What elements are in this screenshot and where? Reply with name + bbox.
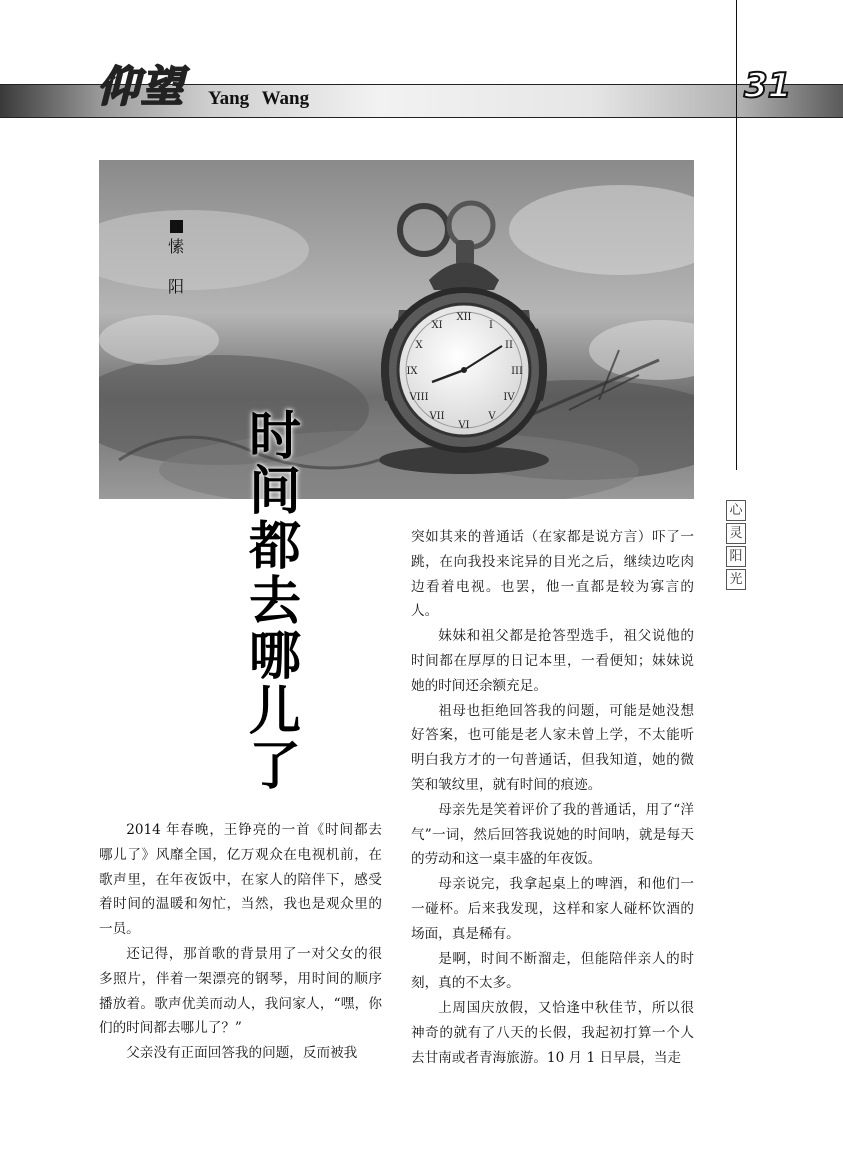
section-tag-char: 阳 bbox=[726, 546, 746, 567]
svg-text:III: III bbox=[511, 366, 523, 377]
title-char: 间 bbox=[248, 462, 301, 522]
svg-text:II: II bbox=[505, 340, 513, 351]
paragraph: 父亲没有正面回答我的问题，反而被我 bbox=[126, 1045, 358, 1062]
left-column bbox=[99, 818, 382, 1066]
author-char: 阳 bbox=[167, 277, 184, 296]
svg-text:X: X bbox=[415, 340, 423, 351]
paragraph: 母亲说完，我拿起桌上的啤酒，和他们一一碰杯。后来我发现，这样和家人碰杯饮酒的场面，真是稀有。 bbox=[411, 876, 694, 942]
svg-text:XII: XII bbox=[456, 312, 472, 323]
page-number: 31 bbox=[744, 66, 792, 106]
svg-text:IX: IX bbox=[406, 366, 418, 377]
paragraph: 还记得，那首歌的背景用了一对父女的很多照片，伴着一架漂亮的钢琴，用时间的顺序播放着。歌声优美而动人，我问家人，“嘿，你们的时间都去哪儿了？” bbox=[99, 945, 382, 1037]
paragraph-continuation: 突如其来的普通话（在家都是说方言）吓了一跳，在向我投来诧异的目光之后，继续边吃肉边看着电视。也罢，他一直都是较为寡言的人。 bbox=[411, 529, 694, 620]
section-tag-char: 灵 bbox=[726, 523, 746, 544]
paragraph: 2014 年春晚，王铮亮的一首《时间都去哪儿了》风靡全国，亿万观众在电视机前，在歌声里，在年夜饭中，在家人的陪伴下，感受着时间的温暖和匆忙，当然，我也是观众里的一员。 bbox=[99, 822, 382, 938]
svg-text:VII: VII bbox=[429, 411, 445, 422]
magazine-subtitle: Yang Wang bbox=[208, 88, 310, 109]
svg-text:IV: IV bbox=[503, 392, 515, 403]
byline-square-icon bbox=[170, 220, 183, 233]
paragraph: 祖母也拒绝回答我的问题，可能是她没想好答案，也可能是老人家未曾上学，不太能听明白我方才的一句普通话，但我知道，她的微笑和皱纹里，就有时间的痕迹。 bbox=[411, 702, 694, 793]
svg-text:VIII: VIII bbox=[409, 392, 429, 403]
title-char: 哪 bbox=[248, 627, 301, 687]
paragraph: 妹妹和祖父都是抢答型选手，祖父说他的时间都在厚厚的日记本里，一看便知；妹妹说她的时间还余额充足。 bbox=[411, 628, 694, 694]
author-byline bbox=[166, 218, 186, 297]
title-char: 都 bbox=[248, 517, 301, 577]
title-char: 儿 bbox=[248, 682, 301, 742]
margin-rule bbox=[736, 0, 737, 470]
paragraph: 是啊，时间不断溜走，但能陪伴亲人的时刻，真的不太多。 bbox=[411, 950, 694, 992]
title-char: 去 bbox=[248, 572, 301, 632]
svg-text:V: V bbox=[488, 411, 496, 422]
magazine-logo: 仰望 bbox=[97, 62, 186, 111]
section-tag bbox=[726, 500, 746, 592]
article-title bbox=[246, 407, 304, 797]
author-char: 愫 bbox=[167, 237, 184, 256]
paragraph: 上周国庆放假，又恰逢中秋佳节，所以很神奇的就有了八天的长假，我起初打算一个人去甘南或者青海旅游。10 月 1 日早晨，当走 bbox=[411, 1000, 694, 1066]
section-tag-char: 光 bbox=[726, 569, 746, 590]
svg-text:VI: VI bbox=[458, 420, 470, 431]
section-tag-char: 心 bbox=[726, 500, 746, 521]
pocket-watch-photo bbox=[99, 160, 694, 499]
title-char: 了 bbox=[248, 737, 301, 797]
right-column bbox=[411, 525, 694, 1071]
title-char: 时 bbox=[248, 407, 301, 467]
svg-text:XI: XI bbox=[431, 320, 443, 331]
svg-text:I: I bbox=[489, 320, 493, 331]
paragraph: 母亲先是笑着评价了我的普通话，用了“洋气”一词，然后回答我说她的时间呐，就是每天的劳动和这一桌丰盛的年夜饭。 bbox=[411, 801, 694, 868]
